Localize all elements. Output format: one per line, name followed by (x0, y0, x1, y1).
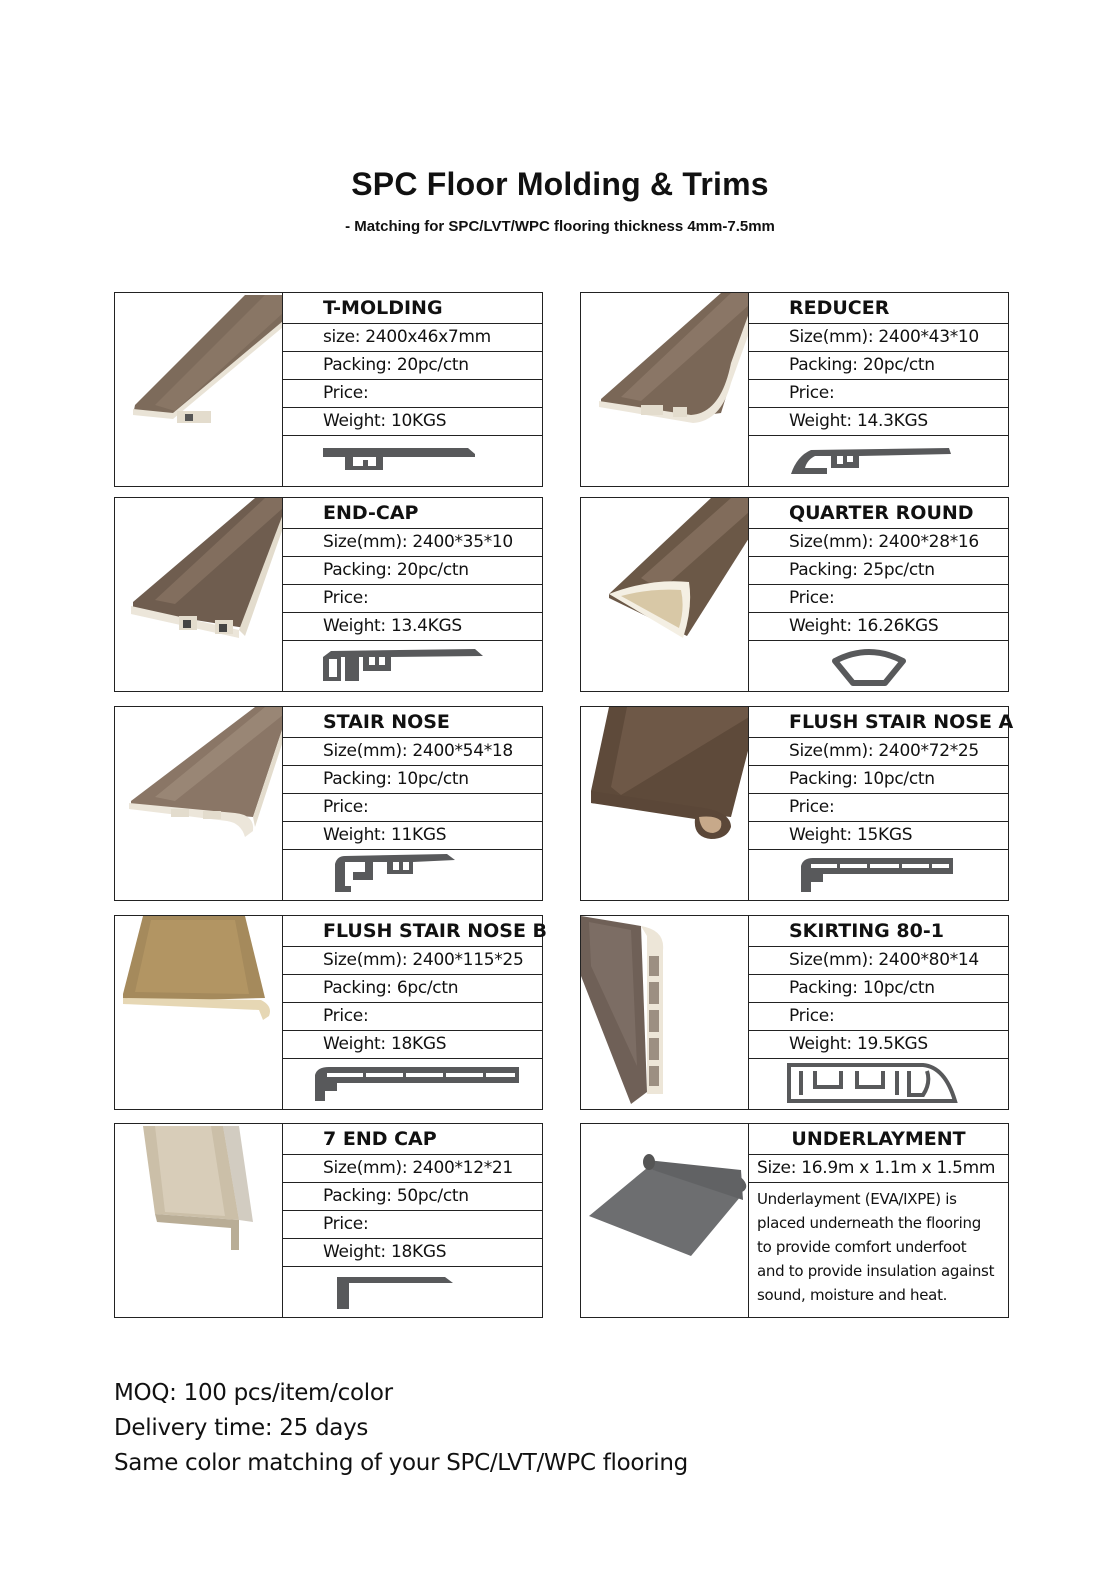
product-photo-stair-nose (115, 707, 283, 900)
product-card-end-cap (114, 497, 543, 692)
product-price: Price: (749, 794, 1008, 822)
footer-notes (114, 1376, 688, 1481)
skirting-profile-icon (749, 1057, 1009, 1109)
product-packing: Packing: 20pc/ctn (283, 352, 542, 380)
moq-text: MOQ: 100 pcs/item/color (114, 1380, 393, 1406)
quarter-round-profile-icon (749, 639, 1009, 691)
product-weight: Weight: 13.4KGS (283, 613, 542, 641)
profile-diagram-t-molding (283, 434, 542, 486)
product-packing: Packing: 20pc/ctn (749, 352, 1008, 380)
product-size: Size(mm): 2400*80*14 (749, 947, 1008, 975)
flush-stair-nose-a-photo-icon (581, 707, 749, 899)
product-name: FLUSH STAIR NOSE B (283, 916, 542, 947)
product-photo-underlayment (581, 1124, 749, 1317)
product-weight: Weight: 14.3KGS (749, 408, 1008, 436)
product-photo-reducer (581, 293, 749, 486)
product-photo-7-end-cap (115, 1124, 283, 1317)
product-packing: Packing: 10pc/ctn (749, 975, 1008, 1003)
product-size: Size(mm): 2400*43*10 (749, 324, 1008, 352)
product-name: END-CAP (283, 498, 542, 529)
profile-diagram-skirting-80-1 (749, 1057, 1008, 1109)
flush-stair-nose-b-profile-icon (283, 1057, 543, 1109)
product-size: size: 2400x46x7mm (283, 324, 542, 352)
product-card-t-molding (114, 292, 543, 487)
molding-photo-icon (115, 293, 283, 485)
profile-diagram-stair-nose (283, 848, 542, 900)
product-price: Price: (283, 585, 542, 613)
product-photo-flush-stair-nose-b (115, 916, 283, 1109)
description-line: placed underneath the flooring (757, 1214, 981, 1232)
product-name: QUARTER ROUND (749, 498, 1008, 529)
product-card-underlayment (580, 1123, 1009, 1318)
product-name: REDUCER (749, 293, 1008, 324)
product-weight: Weight: 15KGS (749, 822, 1008, 850)
end-cap-photo-icon (115, 498, 283, 690)
product-price: Price: (283, 1003, 542, 1031)
product-packing: Packing: 6pc/ctn (283, 975, 542, 1003)
product-name: 7 END CAP (283, 1124, 542, 1155)
reducer-photo-icon (581, 293, 749, 485)
product-size: Size(mm): 2400*28*16 (749, 529, 1008, 557)
product-size: Size(mm): 2400*115*25 (283, 947, 542, 975)
profile-diagram-flush-stair-nose-a (749, 848, 1008, 900)
description-line: sound, moisture and heat. (757, 1286, 948, 1304)
product-price: Price: (749, 1003, 1008, 1031)
product-photo-quarter-round (581, 498, 749, 691)
profile-diagram-reducer (749, 434, 1008, 486)
stair-nose-profile-icon (283, 848, 543, 900)
skirting-photo-icon (581, 916, 749, 1108)
product-packing: Packing: 50pc/ctn (283, 1183, 542, 1211)
end-cap-profile-icon (283, 639, 543, 691)
product-size: Size(mm): 2400*54*18 (283, 738, 542, 766)
description-line: to provide comfort underfoot (757, 1238, 967, 1256)
product-price: Price: (283, 1211, 542, 1239)
t-molding-profile-icon (283, 434, 543, 486)
product-card-reducer (580, 292, 1009, 487)
product-weight: Weight: 16.26KGS (749, 613, 1008, 641)
profile-diagram-end-cap (283, 639, 542, 691)
page-subtitle: - Matching for SPC/LVT/WPC flooring thickness 4mm-7.5mm (345, 218, 775, 235)
7-end-cap-profile-icon (283, 1265, 543, 1317)
product-size: Size(mm): 2400*12*21 (283, 1155, 542, 1183)
product-price: Price: (283, 794, 542, 822)
product-weight: Weight: 18KGS (283, 1031, 542, 1059)
product-price: Price: (749, 380, 1008, 408)
product-name: UNDERLAYMENT (749, 1124, 1008, 1155)
product-photo-end-cap (115, 498, 283, 691)
product-name: SKIRTING 80-1 (749, 916, 1008, 947)
product-packing: Packing: 20pc/ctn (283, 557, 542, 585)
product-weight: Weight: 19.5KGS (749, 1031, 1008, 1059)
product-weight: Weight: 10KGS (283, 408, 542, 436)
product-packing: Packing: 25pc/ctn (749, 557, 1008, 585)
product-price: Price: (749, 585, 1008, 613)
description-line: and to provide insulation against (757, 1262, 995, 1280)
product-card-stair-nose (114, 706, 543, 901)
product-photo-flush-stair-nose-a (581, 707, 749, 900)
product-card-quarter-round (580, 497, 1009, 692)
underlayment-roll-icon (581, 1124, 749, 1316)
product-name: T-MOLDING (283, 293, 542, 324)
delivery-text: Delivery time: 25 days (114, 1415, 369, 1441)
reducer-profile-icon (749, 434, 1009, 486)
product-size: Size: 16.9m x 1.1m x 1.5mm (749, 1155, 1008, 1183)
product-size: Size(mm): 2400*72*25 (749, 738, 1008, 766)
7-end-cap-photo-icon (115, 1124, 283, 1316)
page-title: SPC Floor Molding & Trims (351, 166, 769, 202)
profile-diagram-7-end-cap (283, 1265, 542, 1317)
product-size: Size(mm): 2400*35*10 (283, 529, 542, 557)
product-name: STAIR NOSE (283, 707, 542, 738)
color-matching-text: Same color matching of your SPC/LVT/WPC flooring (114, 1450, 688, 1476)
product-photo-t-molding (115, 293, 283, 486)
product-card-skirting-80-1 (580, 915, 1009, 1110)
product-card-flush-stair-nose-b (114, 915, 548, 1110)
flush-stair-nose-b-photo-icon (115, 916, 283, 1108)
product-name: FLUSH STAIR NOSE A (749, 707, 1008, 738)
profile-diagram-flush-stair-nose-b (283, 1057, 542, 1109)
product-packing: Packing: 10pc/ctn (283, 766, 542, 794)
flush-stair-nose-a-profile-icon (749, 848, 1009, 900)
quarter-round-photo-icon (581, 498, 749, 690)
product-description (749, 1183, 1008, 1307)
product-weight: Weight: 18KGS (283, 1239, 542, 1267)
product-weight: Weight: 11KGS (283, 822, 542, 850)
product-packing: Packing: 10pc/ctn (749, 766, 1008, 794)
description-line: Underlayment (EVA/IXPE) is (757, 1190, 957, 1208)
product-price: Price: (283, 380, 542, 408)
product-card-7-end-cap (114, 1123, 543, 1318)
product-card-flush-stair-nose-a (580, 706, 1014, 901)
profile-diagram-quarter-round (749, 639, 1008, 691)
stair-nose-photo-icon (115, 707, 283, 899)
product-photo-skirting-80-1 (581, 916, 749, 1109)
